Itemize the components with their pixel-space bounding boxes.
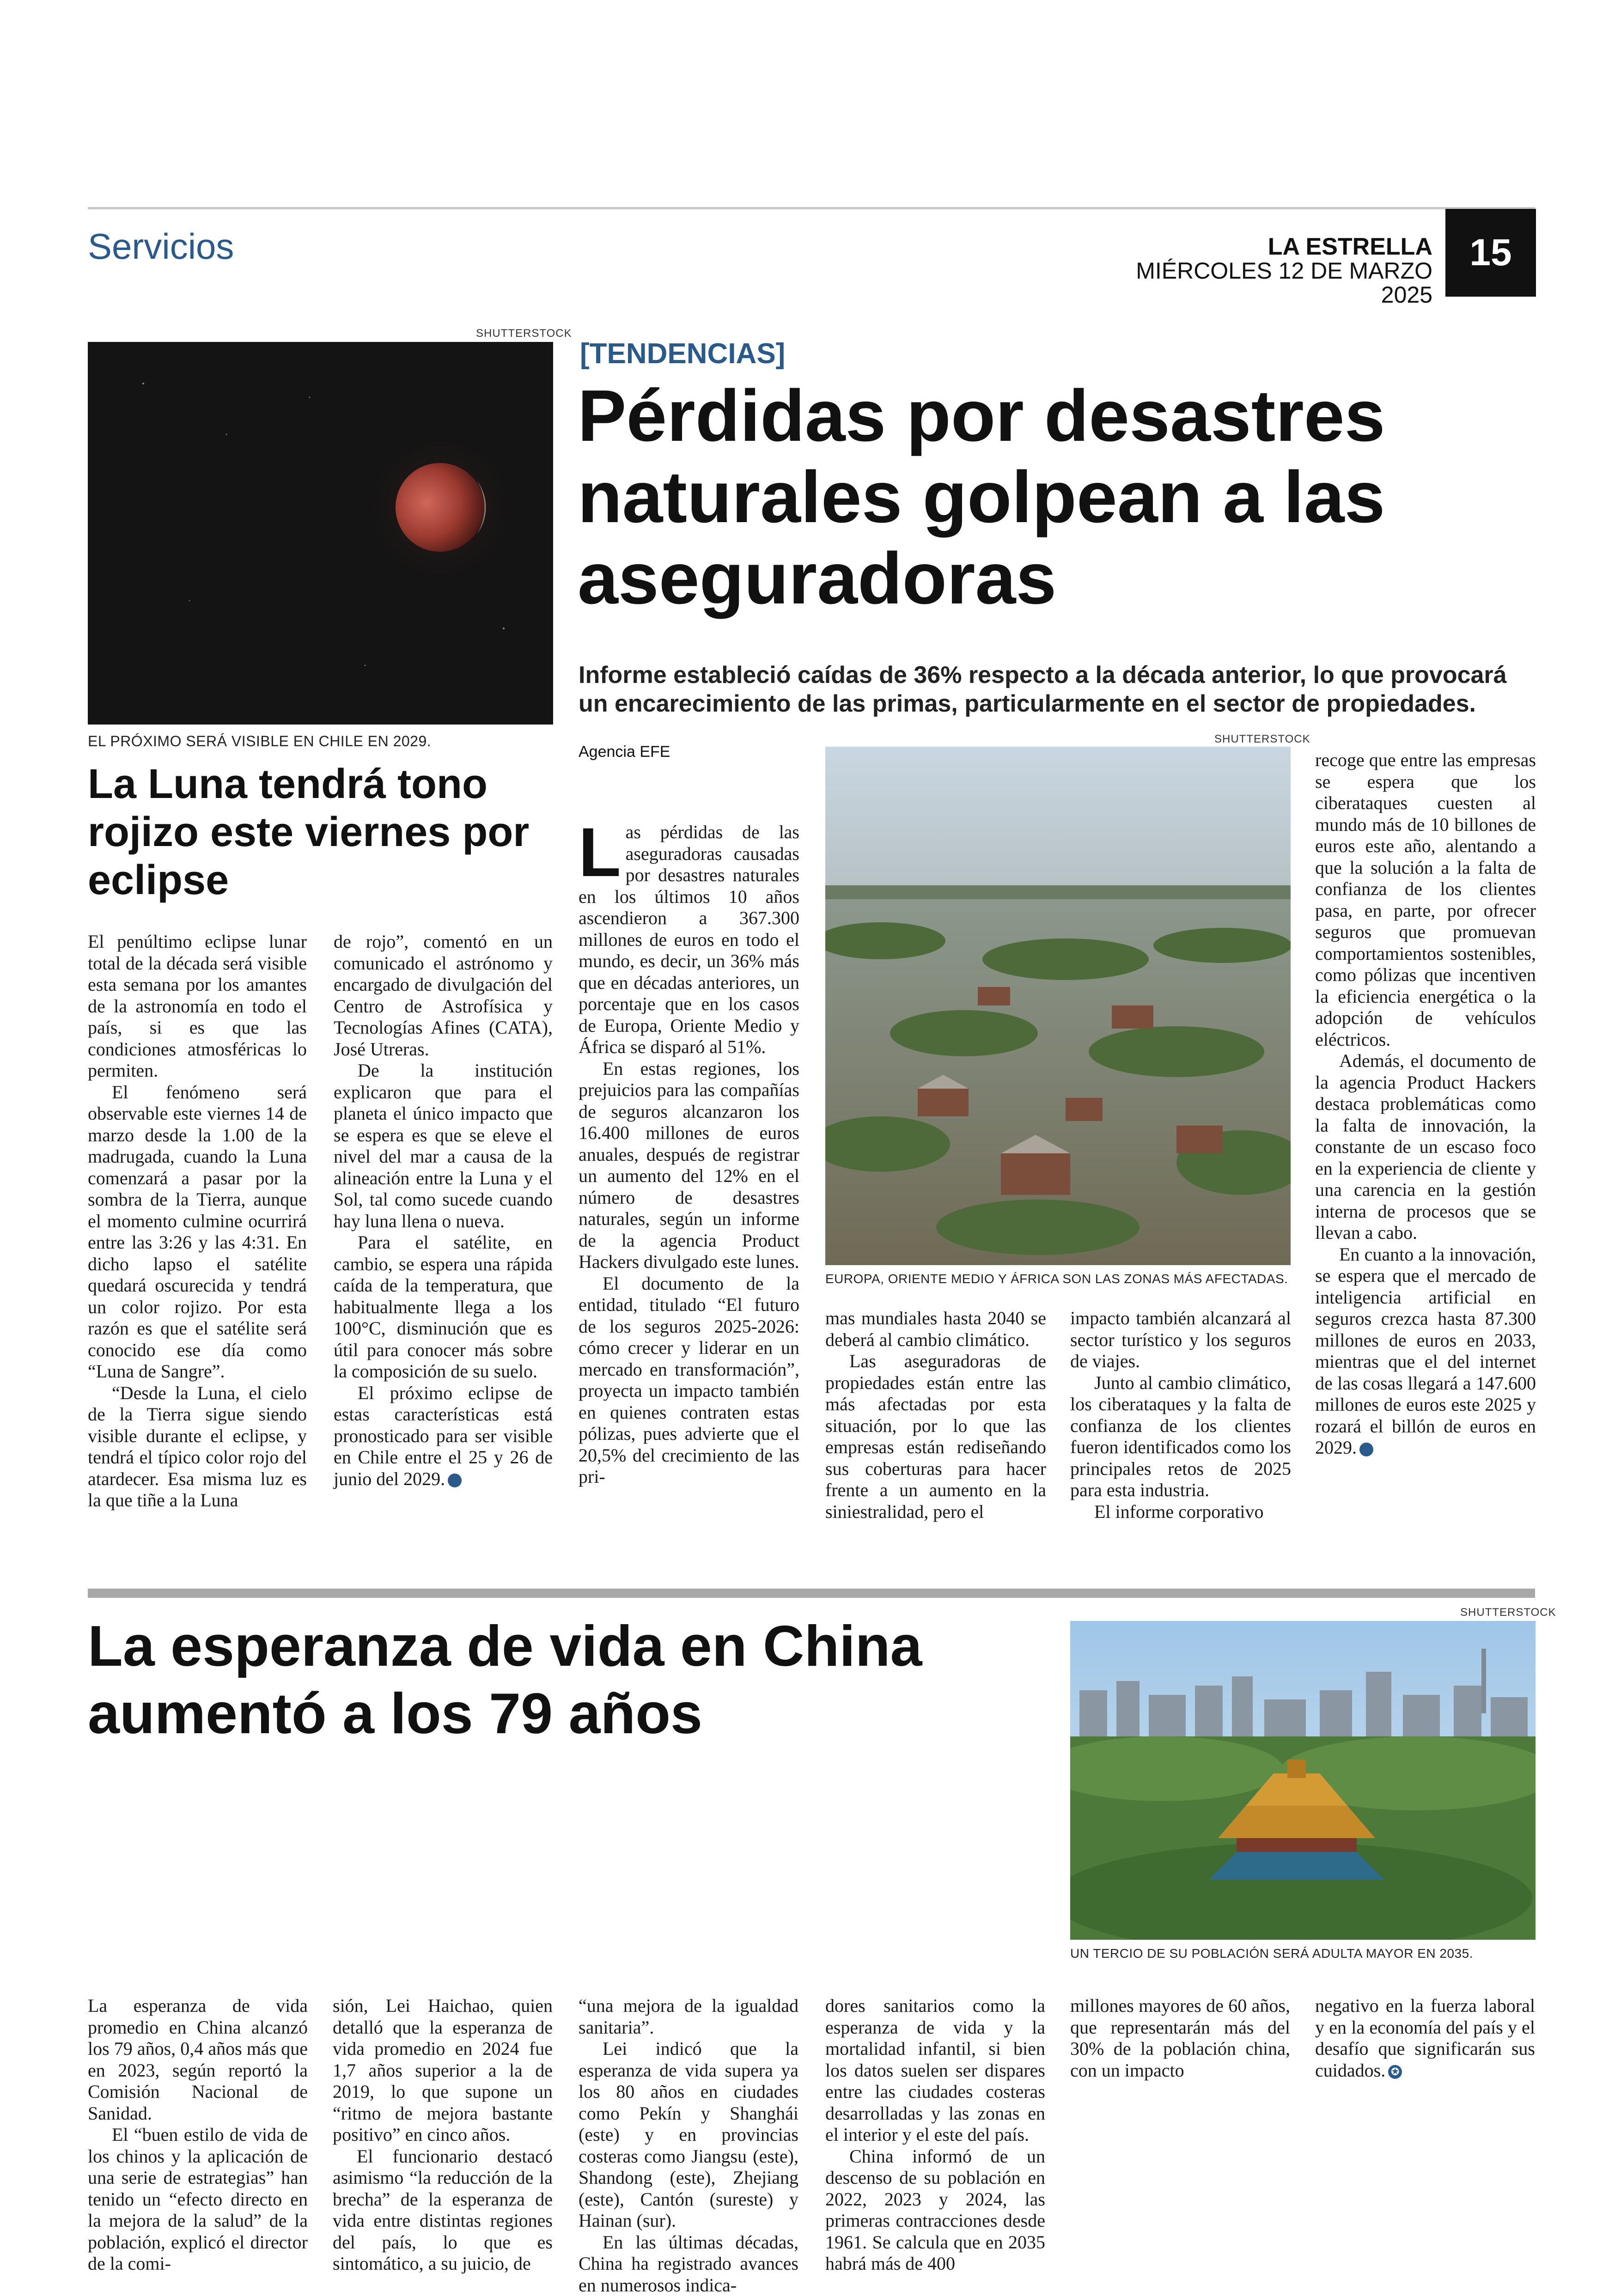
china-paragraph-text: negativo en la fuerza laboral y en la economía del país y el desafío que significarán sus cuidados.: [1315, 1995, 1535, 2081]
disaster-paragraph-text: En cuanto a la innovación, se espera que el mercado de inteligencia artificial en seguros crezca hasta 87.300 millones de euros en 2033, mientras que el del internet de las cosas llegará a 147.600 millones de euros este 2025 y rozará el billón de euros en 2029.: [1315, 1244, 1536, 1458]
china-column-1: [88, 1995, 308, 2275]
moon-column-2: [334, 931, 553, 1490]
moon-eclipse-photo: [88, 342, 553, 725]
moon-column-1: [88, 931, 307, 1511]
flood-aerial-photo: [825, 747, 1291, 1265]
china-column-4: [825, 1995, 1045, 2275]
disaster-subhead: Informe estableció caídas de 36% respecto a la década anterior, lo que provocará un encarecimiento de las primas, particularmente en el sector de propiedades.: [579, 661, 1535, 718]
disaster-column-1: [579, 822, 799, 1488]
china-paragraph: Lei indicó que la esperanza de vida supera ya los 80 años en ciudades como Pekín y Shanghái (este) y en provincias costeras como Jiangsu (este), Shandong (este), Zhejiang (este), Cantón (sureste) y Hainan (sur).: [579, 2038, 798, 2232]
masthead: [1127, 235, 1432, 307]
china-column-6: [1315, 1995, 1535, 2081]
disaster-headline: Pérdidas por desastres naturales golpean a las aseguradoras: [578, 375, 1534, 619]
disaster-column-4: [1315, 749, 1536, 1459]
flood-caption: EUROPA, ORIENTE MEDIO Y ÁFRICA SON LAS ZONAS MÁS AFECTADAS.: [825, 1272, 1288, 1286]
disaster-paragraph: El documento de la entidad, titulado “El futuro de los seguros 2025-2026: cómo crecer y liderar en un mercado en transformación”, proyecta un impacto también en quienes contraten estas pólizas, pues advierte que el 20,5% del crecimiento de las pri-: [579, 1273, 799, 1488]
china-paragraph: La esperanza de vida promedio en China alcanzó los 79 años, 0,4 años más que en 2023, según reportó la Comisión Nacional de Sanidad.: [88, 1995, 308, 2124]
disaster-byline: Agencia EFE: [579, 743, 670, 761]
china-paragraph: [1315, 1995, 1535, 2081]
disaster-paragraph: Además, el documento de la agencia Product Hackers destaca problemáticas como la falta de innovación, la constante de un escaso foco en la experiencia de cliente y una carencia en la gestión interna de procesos que se llevan a cabo.: [1315, 1050, 1536, 1244]
moon-headline: La Luna tendrá tono rojizo este viernes por eclipse: [88, 760, 555, 904]
section-divider: [88, 1589, 1535, 1598]
china-paragraph: millones mayores de 60 años, que representarán más del 30% de la población china, con un impacto: [1070, 1995, 1290, 2081]
top-rule: [88, 207, 1535, 209]
china-headline: La esperanza de vida en China aumentó a los 79 años: [88, 1613, 1012, 1748]
moon-paragraph-text: El próximo eclipse de estas características está pronosticado para ser visible en Chile entre el 25 y 26 de junio del 2029.: [334, 1382, 553, 1489]
disaster-paragraph: [1315, 1244, 1536, 1459]
moon-paragraph: Para el satélite, en cambio, se espera una rápida caída de la temperatura, que habitualmente llega a los 100°C, disminución que es útil para conocer más sobre la composición de su suelo.: [334, 1232, 553, 1382]
disaster-paragraph: Junto al cambio climático, los ciberataques y la falta de confianza de los clientes fueron identificados como los principales retos de 2025 para esta industria.: [1070, 1372, 1291, 1501]
china-paragraph: “una mejora de la igualdad sanitaria”.: [579, 1995, 798, 2038]
disaster-column-2: [825, 1308, 1046, 1523]
end-mark-icon: ✪: [1359, 1443, 1373, 1456]
disaster-kicker: [TENDENCIAS]: [580, 337, 785, 370]
moon-paragraph: De la institución explicaron que para el planeta el único impacto que se espera es que se eleve el nivel del mar a causa de la alineación entre la Luna y el Sol, tal como sucede cuando hay luna llena o nueva.: [334, 1060, 553, 1232]
moon-paragraph: El penúltimo eclipse lunar total de la década será visible esta semana por los amantes de la astronomía en todo el país, si es que las condiciones atmosféricas lo permiten.: [88, 931, 307, 1082]
end-mark-icon: ✪: [448, 1474, 462, 1487]
drop-cap: L: [579, 824, 621, 880]
moon-photo-credit: SHUTTERSTOCK: [476, 327, 572, 340]
section-title: Servicios: [88, 225, 234, 268]
flood-photo-credit: SHUTTERSTOCK: [1214, 733, 1310, 746]
disaster-paragraph: En estas regiones, los prejuicios para las compañías de seguros alcanzaron los 16.400 millones de euros anuales, después de registrar un aumento del 12% en el número de desastres naturales, según un informe de la agencia Product Hackers divulgado este lunes.: [579, 1058, 799, 1273]
china-caption: UN TERCIO DE SU POBLACIÓN SERÁ ADULTA MAYOR EN 2035.: [1070, 1946, 1473, 1961]
issue-date: MIÉRCOLES 12 DE MARZO 2025: [1127, 259, 1432, 307]
disaster-paragraph: [579, 822, 799, 1058]
disaster-paragraph: El informe corporativo: [1070, 1501, 1291, 1523]
disaster-paragraph: impacto también alcanzará al sector turístico y los seguros de viajes.: [1070, 1308, 1291, 1372]
china-paragraph: China informó de un descenso de su población en 2022, 2023 y 2024, las primeras contracciones desde 1961. Se calcula que en 2035 habrá más de 400: [825, 2146, 1045, 2275]
china-paragraph: En las últimas décadas, China ha registrado avances en numerosos indica-: [579, 2232, 798, 2296]
disaster-lead-text: as pérdidas de las aseguradoras causadas por desastres naturales en los últimos 10 años ascendieron a 367.300 millones de euros en todo el mundo, es decir, un 36% más que en décadas anteriores, un porcentaje que en los casos de Europa, Oriente Medio y África se disparó al 51%.: [579, 822, 799, 1057]
moon-caption: EL PRÓXIMO SERÁ VISIBLE EN CHILE EN 2029.: [88, 733, 431, 750]
disaster-paragraph: recoge que entre las empresas se espera que los ciberataques cuesten al mundo más de 10 billones de euros este año, alentando a que la solución a la falta de confianza de los clientes pasa, en parte, por ofrecer seguros que promuevan comportamientos sostenibles, como pólizas que incentiven la eficiencia energética o la adopción de vehículos eléctricos.: [1315, 749, 1536, 1050]
china-paragraph: dores sanitarios como la esperanza de vida y la mortalidad infantil, si bien los datos suelen ser dispares entre las ciudades costeras desarrolladas y las zonas en el interior y el este del país.: [825, 1995, 1045, 2146]
china-column-5: [1070, 1995, 1290, 2081]
disaster-paragraph: mas mundiales hasta 2040 se deberá al cambio climático.: [825, 1308, 1046, 1351]
end-mark-icon: ✪: [1388, 2065, 1402, 2079]
china-column-2: [333, 1995, 553, 2275]
china-column-3: [579, 1995, 798, 2296]
disaster-column-3: [1070, 1308, 1291, 1523]
beijing-skyline-photo: [1070, 1621, 1536, 1940]
moon-paragraph: [334, 1382, 553, 1490]
paper-name: LA ESTRELLA: [1127, 235, 1432, 259]
china-paragraph: El “buen estilo de vida de los chinos y la aplicación de una serie de estrategias” han tenido un “efecto directo en la mejora de la salud” de la población, explicó el director de la comi-: [88, 2124, 308, 2275]
moon-paragraph: de rojo”, comentó en un comunicado el astrónomo y encargado de divulgación del Centro de Astrofísica y Tecnologías Afines (CATA), José Utreras.: [334, 931, 553, 1060]
china-paragraph: sión, Lei Haichao, quien detalló que la esperanza de vida promedio en 2024 fue 1,7 años superior a la de 2019, lo que supone un “ritmo de mejora bastante positivo” en cinco años.: [333, 1995, 553, 2146]
moon-paragraph: El fenómeno será observable este viernes 14 de marzo desde la 1.00 de la madrugada, cuando la Luna comenzará a pasar por la sombra de la Tierra, aunque el momento culmine ocurrirá entre las 3:26 y las 4:31. En dicho lapso el satélite quedará oscurecida y tendrá un color rojizo. Por esta razón es que el satélite será conocido ese día como “Luna de Sangre”.: [88, 1082, 307, 1382]
china-photo-credit: SHUTTERSTOCK: [1460, 1606, 1556, 1619]
page-number: 15: [1445, 209, 1536, 297]
china-paragraph: El funcionario destacó asimismo “la reducción de la brecha” de la esperanza de vida entre distintas regiones del país, lo que es sintomático, a su juicio, de: [333, 2146, 553, 2275]
disaster-paragraph: Las aseguradoras de propiedades están entre las más afectadas por esta situación, por lo que las empresas están rediseñando sus coberturas para hacer frente a un aumento en la siniestralidad, pero el: [825, 1351, 1046, 1523]
moon-paragraph: “Desde la Luna, el cielo de la Tierra sigue siendo visible durante el eclipse, y tendrá el típico color rojo del atardecer. Esa misma luz es la que tiñe a la Luna: [88, 1382, 307, 1511]
